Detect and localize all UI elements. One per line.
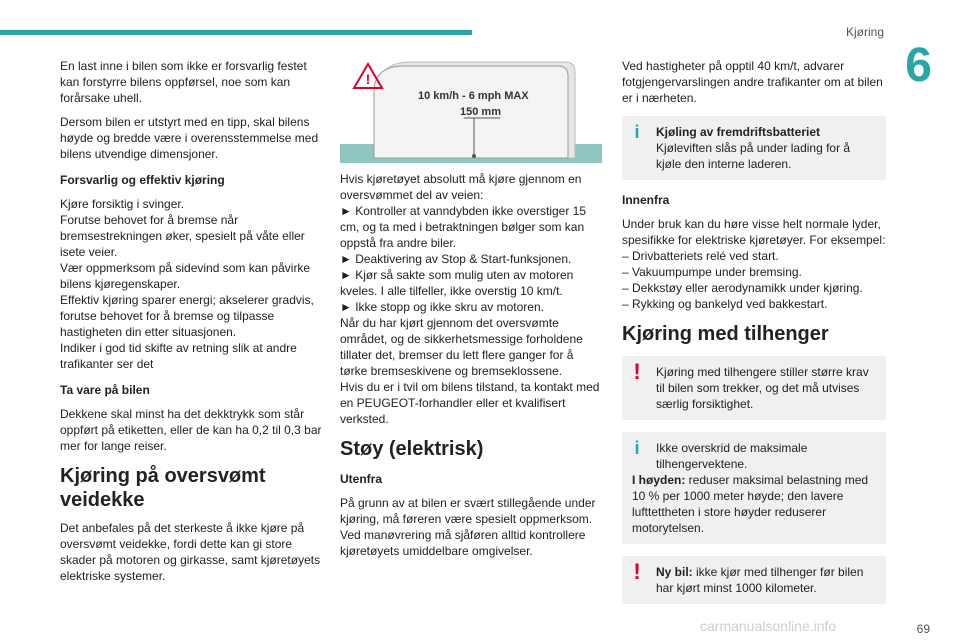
watermark-text: carmanualsonline.info — [700, 618, 837, 634]
info-icon: i — [634, 438, 640, 458]
info-box-title: Kjøling av fremdriftsbatteriet — [656, 125, 821, 139]
list-item: – Drivbatteriets relé ved start. — [622, 249, 779, 263]
section-title: Kjøring — [845, 25, 884, 39]
warning-text: Kjøring med tilhengere stiller større krav til bilen som trekker, og det må utvises særlig forsiktighet. — [656, 365, 869, 411]
bullet-item: ► Kjør så sakte som mulig uten av motoren kveles. I alle tilfeller, ikke overstig 10 km/t. — [340, 268, 574, 298]
section-heading: Kjøring på oversvømt veidekke — [60, 465, 266, 511]
exclamation-icon: ! — [365, 71, 371, 87]
paragraph: En last inne i bilen som ikke er forsvarlig festet kan forstyrre bilens oppførsel, noe som kan forårsake uhell. — [60, 59, 307, 105]
section-heading: Støy (elektrisk) — [340, 438, 484, 460]
list-item: – Dekkstøy eller aerodynamikk under kjøring. — [622, 281, 863, 295]
header-accent-bar — [0, 30, 472, 35]
bullet-item: ► Ikke stopp og ikke skru av motoren. — [340, 300, 544, 314]
column-right — [622, 58, 886, 616]
paragraph: Effektiv kjøring sparer energi; akselerer gradvis, forutse behovet for å bremse og tilpasse hastigheten din etter situasjonen. — [60, 293, 314, 339]
page-number: 69 — [916, 622, 930, 636]
warning-icon: ! — [633, 359, 641, 384]
list-item: – Rykking og bankelyd ved bakkestart. — [622, 297, 828, 311]
bullet-item: ► Kontroller at vanndybden ikke overstiger 15 cm, og ta med i betraktningen bølger som kan oppstå fra andre biler. — [340, 204, 587, 250]
info-box-text: Kjøleviften slås på under lading for å kjøle den interne laderen. — [656, 141, 851, 171]
paragraph: Vær oppmerksom på sidevind som kan påvirke bilens kjøregenskaper. — [60, 261, 311, 291]
warning-text: ikke kjør med tilhenger før bilen har kjørt minst 1000 kilometer. — [656, 565, 864, 595]
warning-box — [622, 356, 886, 420]
paragraph: Indiker i god tid skifte av retning slik at andre trafikanter ser det — [60, 341, 297, 371]
depth-dot — [472, 154, 476, 158]
warning-icon: ! — [633, 559, 641, 584]
paragraph: Det anbefales på det sterkeste å ikke kjøre på oversvømt veidekke, fordi dette kan gi store skader på motoren og girkasse, samt kjøretøyets elektriske systemer. — [60, 521, 321, 583]
info-box — [622, 116, 886, 180]
subheading: Utenfra — [340, 472, 383, 486]
info-box-text: Ikke overskrid de maksimale tilhengervektene. — [656, 441, 808, 471]
chapter-number: 6 — [905, 39, 932, 92]
warning-bold: Ny bil: — [656, 565, 693, 579]
water-depth-label: 150 mm — [460, 106, 501, 118]
warning-box — [622, 556, 886, 604]
paragraph: På grunn av at bilen er svært stillegående under kjøring, må føreren være spesielt oppmerksom. Ved manøvrering må sjåføren alltid kontrollere kjøretøyets umiddelbare omgivelser. — [340, 496, 596, 558]
flood-illustration — [340, 58, 602, 163]
paragraph: Dersom bilen er utstyrt med en tipp, skal bilens høyde og bredde være i overensstemmelse med bilens utvendige dimensjoner. — [60, 115, 319, 161]
column-middle — [340, 58, 602, 567]
paragraph: Under bruk kan du høre visse helt normale lyder, spesifikke for elektriske kjøretøyer. For eksempel: — [622, 217, 886, 247]
subheading: Innenfra — [622, 193, 670, 207]
speed-limit-label: 10 km/h - 6 mph MAX — [418, 90, 529, 102]
paragraph: Hvis kjøretøyet absolutt må kjøre gjennom en oversvømmet del av veien: — [340, 172, 582, 202]
column-left — [60, 58, 325, 592]
subheading: Ta vare på bilen — [60, 383, 150, 397]
info-box-bold: I høyden: — [632, 473, 686, 487]
paragraph: Dekkene skal minst ha det dekktrykk som står oppført på etiketten, eller de kan ha 0,2 til 0,3 bar mer for lange reiser. — [60, 407, 322, 453]
section-heading: Kjøring med tilhenger — [622, 323, 829, 345]
paragraph: Hvis du er i tvil om bilens tilstand, ta kontakt med en PEUGEOT-forhandler eller et kvalifisert verksted. — [340, 380, 600, 426]
info-box-text: reduser maksimal belastning med 10 % per 1000 meter høyde; den lavere lufttettheten i store høyder reduserer motorytelsen. — [632, 473, 869, 535]
paragraph: Forutse behovet for å bremse når bremsestrekningen øker, spesielt på våte eller isete veier. — [60, 213, 305, 259]
paragraph: Ved hastigheter på opptil 40 km/t, advarer fotgjengervarslingen andre trafikanter om at bilen er i nærheten. — [622, 59, 883, 105]
subheading: Forsvarlig og effektiv kjøring — [60, 173, 225, 187]
list-item: – Vakuumpumpe under bremsing. — [622, 265, 802, 279]
paragraph: Når du har kjørt gjennom det oversvømte området, og de sikkerhetsmessige forholdene tillater det, bremser du lett flere ganger for å tørke bremseskivene og bremseklossene. — [340, 316, 583, 378]
info-icon: i — [634, 122, 640, 142]
paragraph: Kjøre forsiktig i svinger. — [60, 197, 185, 211]
info-box — [622, 432, 886, 544]
bullet-item: ► Deaktivering av Stop & Start-funksjonen. — [340, 252, 572, 266]
